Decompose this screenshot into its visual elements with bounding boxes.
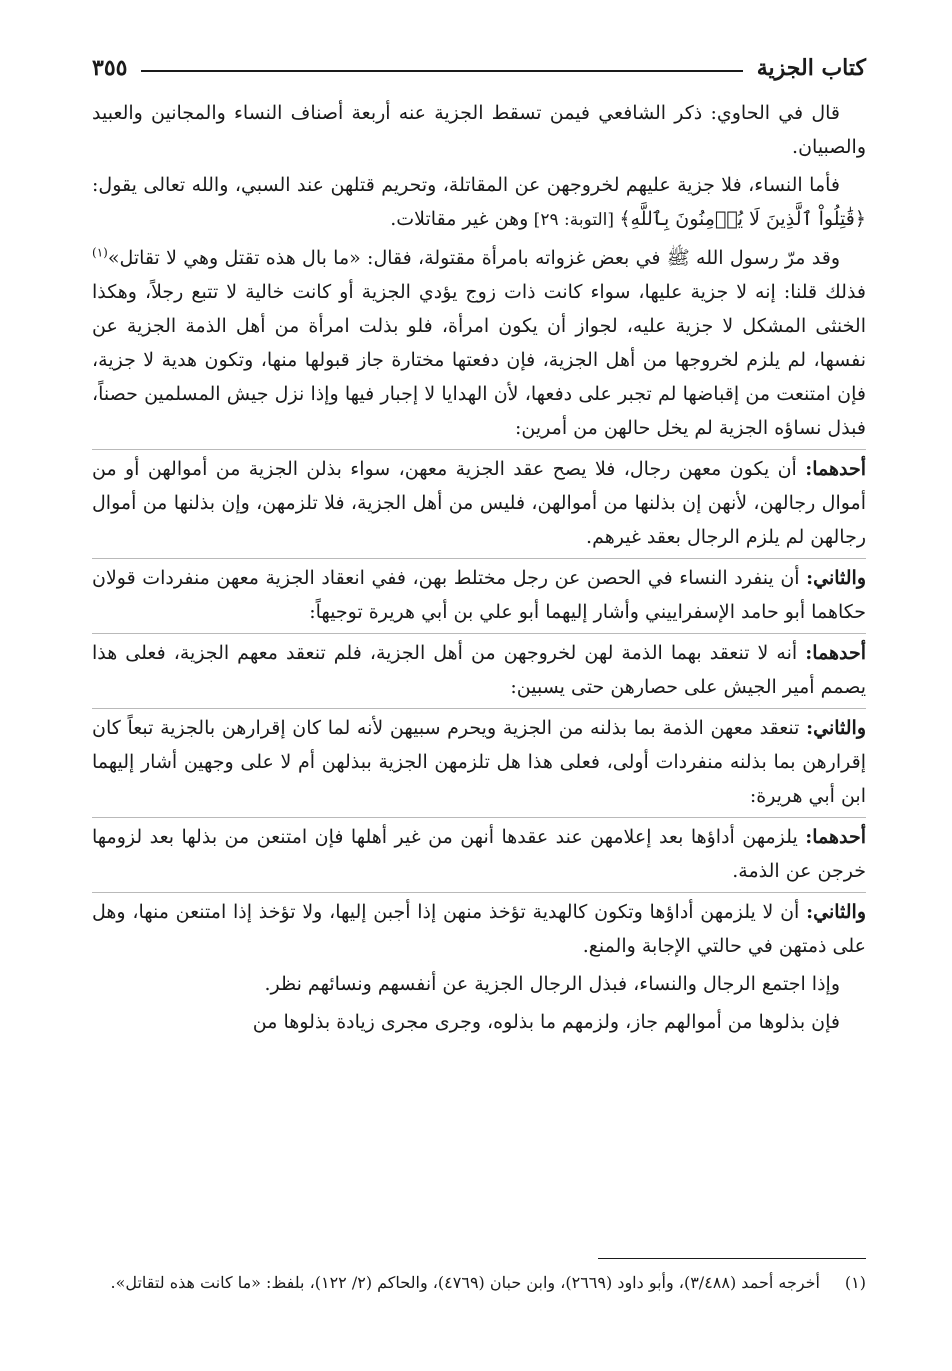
page-number: ٣٥٥ — [92, 55, 128, 81]
paragraph-hadith — [92, 241, 866, 445]
paragraph-lead: والثاني: — [806, 717, 866, 739]
paragraph-second-case — [92, 558, 866, 629]
paragraph-men-and-women — [92, 967, 866, 1001]
paragraph-text: فإن بذلوها من أموالهم جاز، ولزمهم ما بذلوه، وجرى مجرى زيادة بذلوها من — [252, 1011, 840, 1033]
page-header — [92, 48, 866, 88]
footnote-text: أخرجه أحمد (٣/٤٨٨)، وأبو داود (٢٦٦٩)، وابن حبان (٤٧٦٩)، والحاكم (٢/ ١٢٢)، بلفظ: «ما كانت هذه لتقاتل». — [110, 1273, 820, 1292]
chapter-title: كتاب الجزية — [756, 55, 866, 81]
paragraph-text: أن لا يلزمهن أداؤها وتكون كالهدية تؤخذ منهن إذا أجبن إليها، ولا تؤخذ إذا امتنعن منها، وهل على ذمتهن في حالتي الإجابة والمنع. — [92, 901, 866, 957]
paragraph-own-wealth — [92, 1005, 866, 1039]
paragraph-text: أنه لا تنعقد بهما الذمة لهن لخروجهن من أهل الجزية، فلم تنعقد معهم الجزية، فعلى هذا يصمم أمير الجيش على حصارهن حتى يسبين: — [92, 642, 866, 698]
paragraph-lead: أحدهما: — [805, 642, 866, 664]
footnote-separator — [598, 1258, 866, 1259]
paragraph-first-case — [92, 449, 866, 554]
paragraph-text: وهن غير مقاتلات. — [390, 208, 529, 230]
paragraph-text: فذلك قلنا: إنه لا جزية عليها، سواء كانت ذات زوج يؤدي الجزية أو كانت خالية لا تتبع رجلاً، وهكذا الخنثى المشكل لا جزية عليه، لجواز أن يكون امرأة، فلو بذلت امرأة من أهل الذمة الجزية عن نفسها، لم يلزم لخروجها من أهل الجزية، فإن دفعتها مختارة جاز قبولها منها، وتكون هدية لا جزية، فإن امتنعت من إقباضها لم تجبر على دفعها، لأن الهدايا لا إجبار فيها وإذا نزل جيش المسلمين حصناً، فبذل نساؤه الجزية لم يخل حالهن من أمرين: — [92, 281, 866, 439]
paragraph-intro — [92, 96, 866, 164]
verse-reference: [التوبة: ٢٩] — [528, 210, 620, 230]
paragraph-text: وقد مرّ رسول الله ﷺ في بعض غزواته بامرأة مقتولة، فقال: «ما بال هذه تقتل وهي لا تقاتل» — [107, 247, 840, 269]
paragraph-text: أن ينفرد النساء في الحصن عن رجل مختلط بهن، ففي انعقاد الجزية معهن منفردات قولان حكاهما أبو حامد الإسفراييني وأشار إليهما أبو علي بن أبي هريرة توجيهاً: — [92, 567, 866, 623]
paragraph-lead: أحدهما: — [805, 458, 866, 480]
paragraph-text: يلزمهن أداؤها بعد إعلامهن عند عقدها أنهن من غير أهلها فإن امتنعن من بذلها بعد لزومها خرجن عن الذمة. — [92, 826, 866, 882]
header-rule — [141, 70, 742, 72]
quran-verse: ﴿قَٰتِلُواْ ٱلَّذِينَ لَا يُؤۡمِنُونَ بِٱللَّهِ﴾ — [619, 208, 866, 230]
paragraph-lead: والثاني: — [806, 567, 866, 589]
footnote — [92, 1268, 866, 1298]
footnote-marker: (١) — [92, 245, 108, 260]
paragraph-lead: أحدهما: — [805, 826, 866, 848]
paragraph-text: قال في الحاوي: ذكر الشافعي فيمن تسقط الجزية عنه أربعة أصناف النساء والمجانين والعبيد والصبيان. — [92, 102, 866, 158]
paragraph-first-view — [92, 817, 866, 888]
paragraph-text: فأما النساء، فلا جزية عليهم لخروجهن عن المقاتلة، وتحريم قتلهن عند السبي، والله تعالى يقول: — [92, 174, 840, 196]
paragraph-first-opinion — [92, 633, 866, 704]
footnote-number: (١) — [844, 1273, 866, 1292]
page-body — [92, 96, 866, 1043]
paragraph-text: تنعقد معهن الذمة بما بذلنه من الجزية ويحرم سبيهن لأنه لما كان إقرارهن بالجزية تبعاً كان إقرارهن بما بذلنه منفردات أولى، فعلى هذا هل تلزمهن الجزية ببذلهن أم لا على وجهين أشار إليهما ابن أبي هريرة: — [92, 717, 866, 807]
paragraph-text: وإذا اجتمع الرجال والنساء، فبذل الرجال الجزية عن أنفسهم ونسائهم نظر. — [264, 973, 840, 995]
paragraph-second-view — [92, 892, 866, 963]
paragraph-text: أن يكون معهن رجال، فلا يصح عقد الجزية معهن، سواء بذلن الجزية من أموالهن أو من أموال رجالهن، لأنهن إن بذلنها من أموالهن، فليس من أهل الجزية، فلا تلزمهن، وإن بذلنها من أموال رجالهن لم يلزم الرجال بعقد غيرهم. — [92, 458, 866, 548]
paragraph-women — [92, 168, 866, 237]
paragraph-lead: والثاني: — [806, 901, 866, 923]
paragraph-second-opinion — [92, 708, 866, 813]
